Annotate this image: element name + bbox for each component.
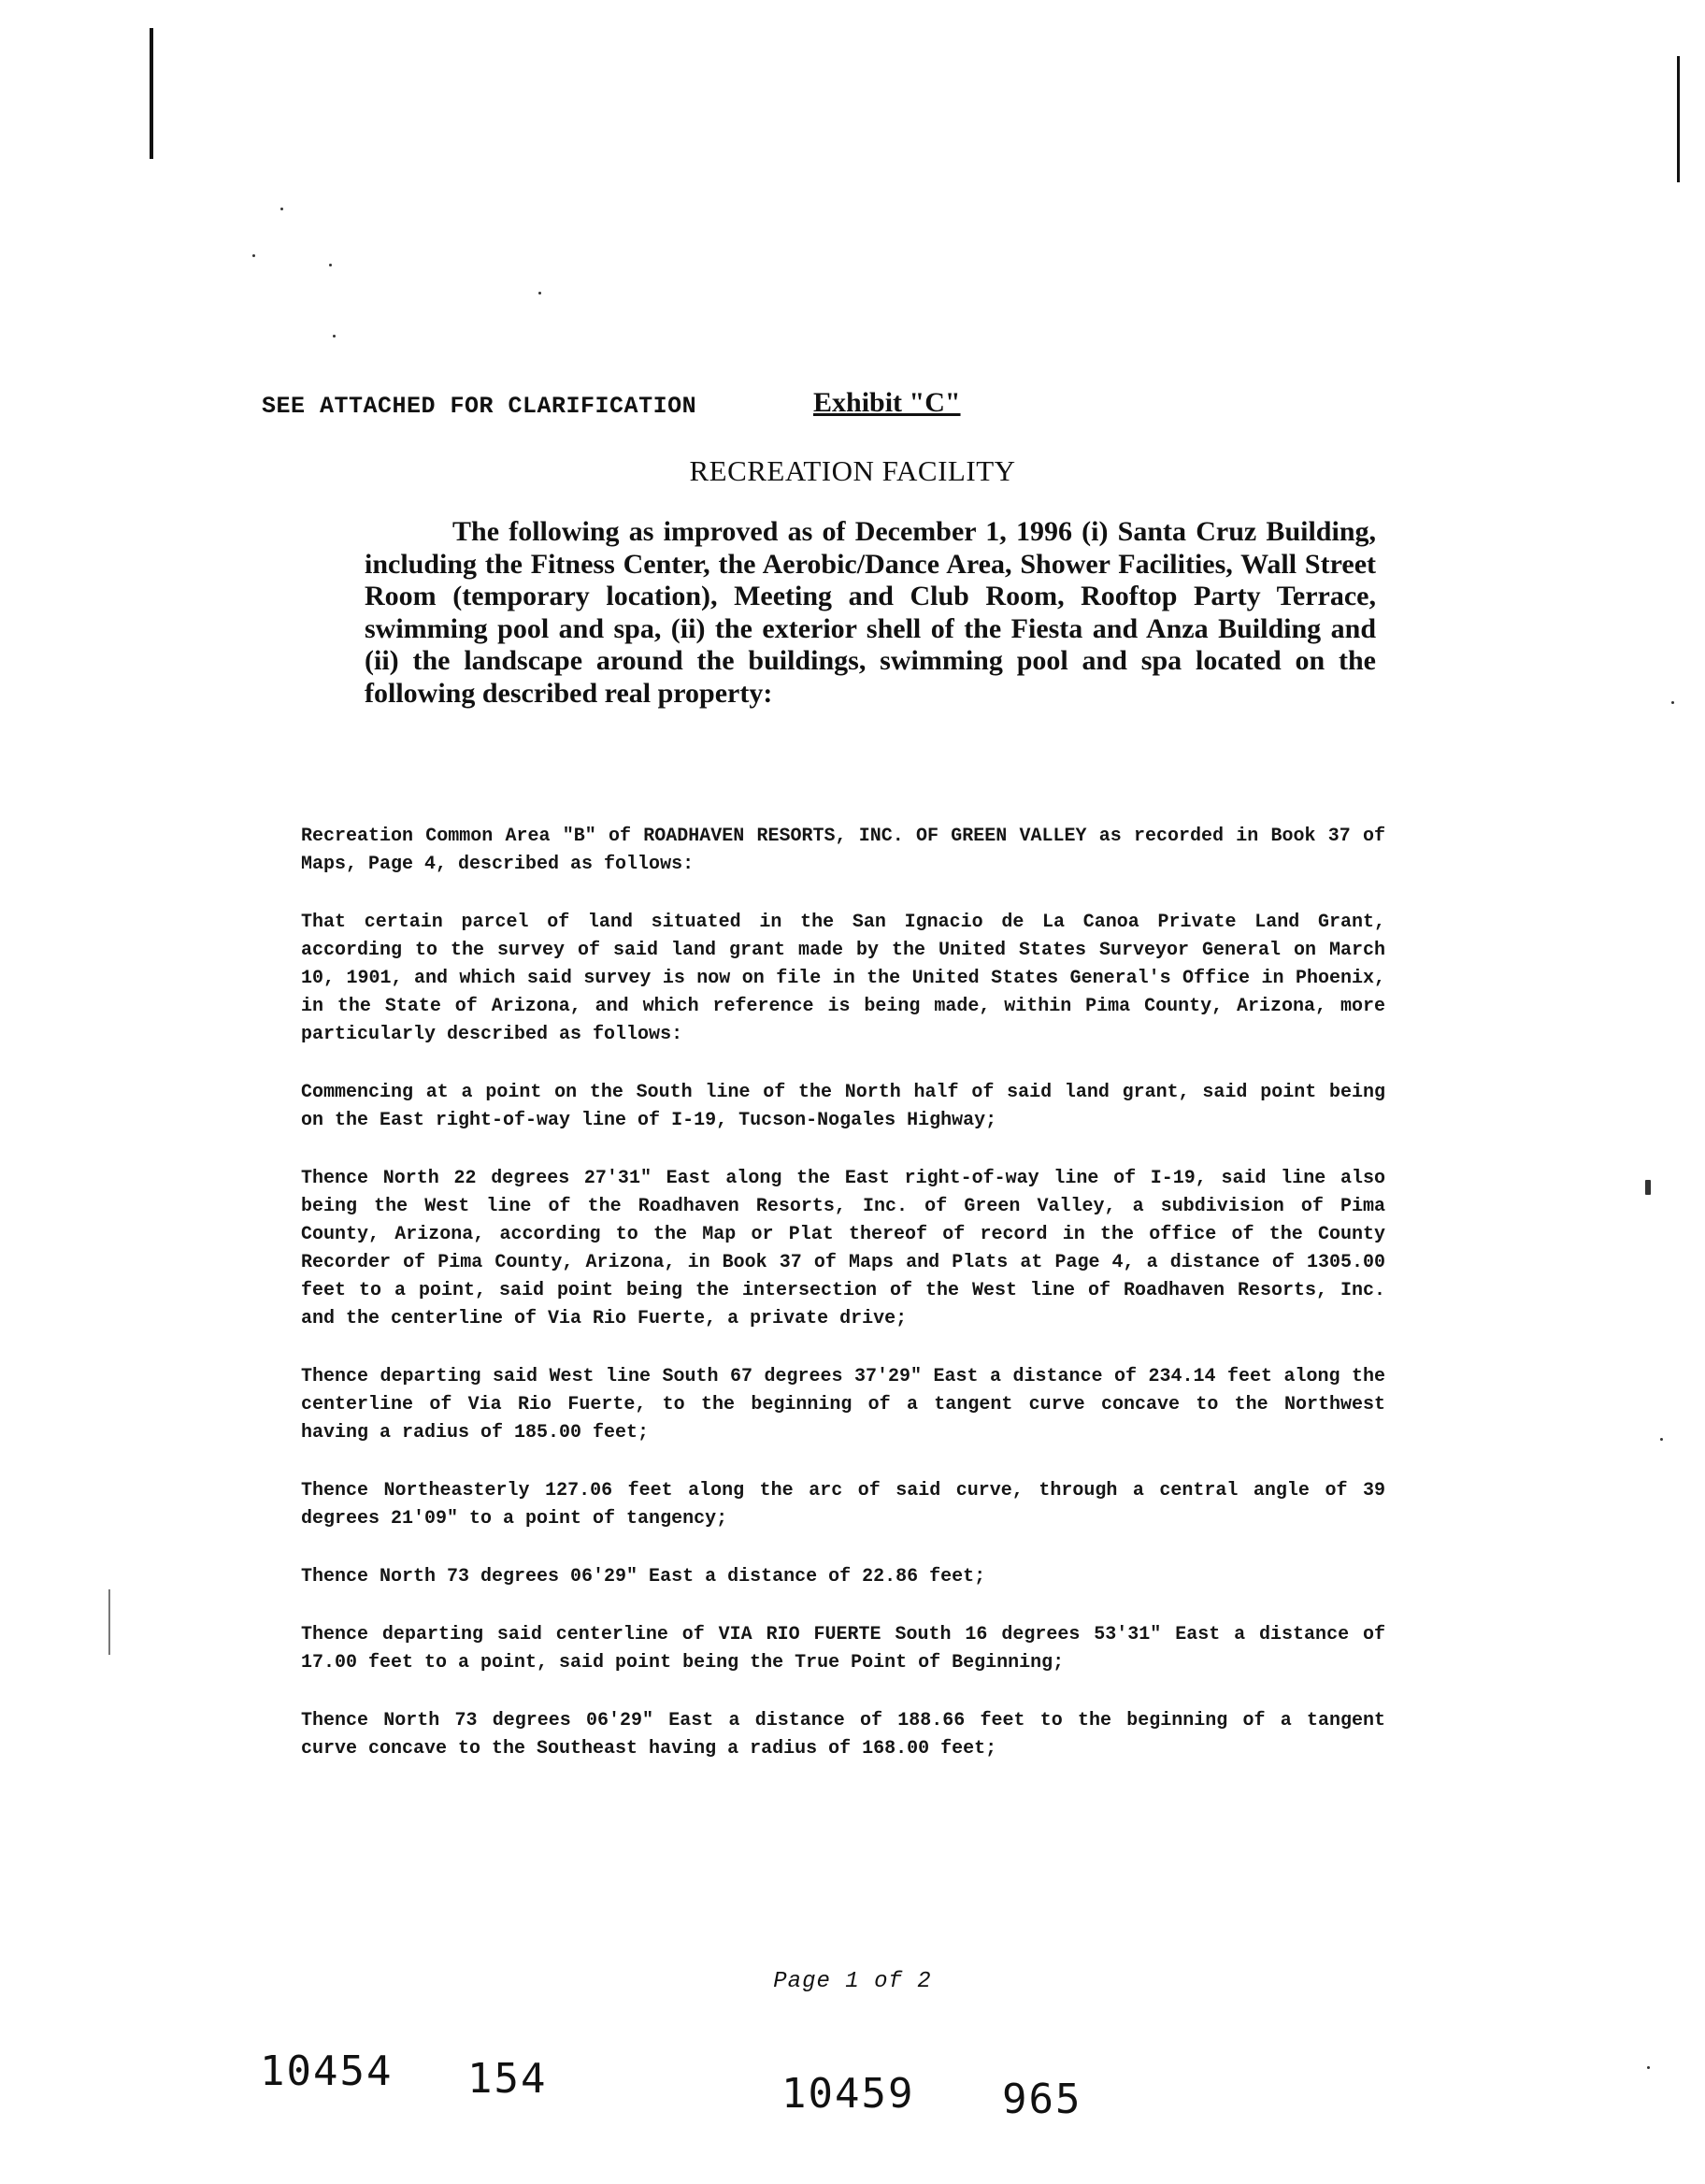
page-number: Page 1 of 2 — [773, 1969, 932, 1994]
recording-stamp-docket: 10459 — [781, 2070, 915, 2118]
legal-paragraph: Thence Northeasterly 127.06 feet along the arc of said curve, through a central angle of 39 degrees 21'09" to a point of tangency; — [301, 1480, 1385, 1530]
legal-paragraph: Thence departing said centerline of VIA RIO FUERTE South 16 degrees 53'31" East a distance of 17.00 feet to a point, said point being the True Point of Beginning; — [301, 1624, 1385, 1674]
legal-paragraph: Thence North 73 degrees 06'29" East a distance of 188.66 feet to the beginning of a tangent curve concave to the Southeast having a radius of 168.00 feet; — [301, 1710, 1385, 1760]
scan-speck — [252, 254, 255, 257]
scan-edge-mark-right — [1677, 56, 1680, 182]
legal-description — [301, 823, 1385, 1793]
intro-paragraph: The following as improved as of December 1, 1996 (i) Santa Cruz Building, including the Fitness Center, the Aerobic/Dance Area, Shower Facilities, Wall Street Room (temporary location), Meeting and Club Room, Rooftop Party Terrace, swimming pool and spa, (ii) the exterior shell of the Fiesta and Anza Building and (ii) the landscape around the buildings, swimming pool and spa located on the following described real property: — [365, 516, 1376, 709]
legal-paragraph: Commencing at a point on the South line of the North half of said land grant, said point being on the East right-of-way line of I-19, Tucson-Nogales Highway; — [301, 1082, 1385, 1131]
legal-paragraph: Thence North 22 degrees 27'31" East along the East right-of-way line of I-19, said line also being the West line of the Roadhaven Resorts, Inc. of Green Valley, a subdivision of Pima County, Arizona, according to the Map or Plat thereof of record in the office of the County Recorder of Pima County, Arizona, in Book 37 of Maps and Plats at Page 4, a distance of 1305.00 feet to a point, said point being the intersection of the West line of Roadhaven Resorts, Inc. and the centerline of Via Rio Fuerte, a private drive; — [301, 1168, 1385, 1329]
scan-speck — [538, 292, 541, 295]
recording-stamp-page: 965 — [1002, 2076, 1082, 2123]
exhibit-label: Exhibit "C" — [813, 387, 961, 418]
scan-speck — [1671, 701, 1674, 704]
scan-edge-mark-left — [150, 28, 153, 159]
clarification-note: SEE ATTACHED FOR CLARIFICATION — [262, 393, 697, 420]
legal-paragraph: That certain parcel of land situated in the San Ignacio de La Canoa Private Land Grant, according to the survey of said land grant made by the United States Surveyor General on March 10, 1901, and which said survey is now on file in the United States General's Office in Phoenix, in the State of Arizona, and which reference is being made, within Pima County, Arizona, more particularly described as follows: — [301, 912, 1385, 1045]
scan-speck — [333, 335, 336, 338]
scan-speck — [108, 1589, 110, 1655]
recording-stamp-page: 154 — [467, 2055, 548, 2103]
legal-paragraph: Thence North 73 degrees 06'29" East a distance of 22.86 feet; — [301, 1566, 986, 1588]
scan-speck — [1660, 1438, 1663, 1441]
scan-speck — [1647, 2066, 1650, 2069]
document-title: RECREATION FACILITY — [689, 454, 1016, 487]
scan-speck — [329, 264, 332, 266]
legal-paragraph: Recreation Common Area "B" of ROADHAVEN RESORTS, INC. OF GREEN VALLEY as recorded in Book 37 of Maps, Page 4, described as follows: — [301, 826, 1385, 875]
scan-speck — [1645, 1180, 1651, 1195]
recording-stamp-docket: 10454 — [260, 2048, 394, 2095]
scan-speck — [280, 208, 283, 210]
legal-paragraph: Thence departing said West line South 67 degrees 37'29" East a distance of 234.14 feet along the centerline of Via Rio Fuerte, to the beginning of a tangent curve concave to the Northwest having a radius of 185.00 feet; — [301, 1366, 1385, 1444]
